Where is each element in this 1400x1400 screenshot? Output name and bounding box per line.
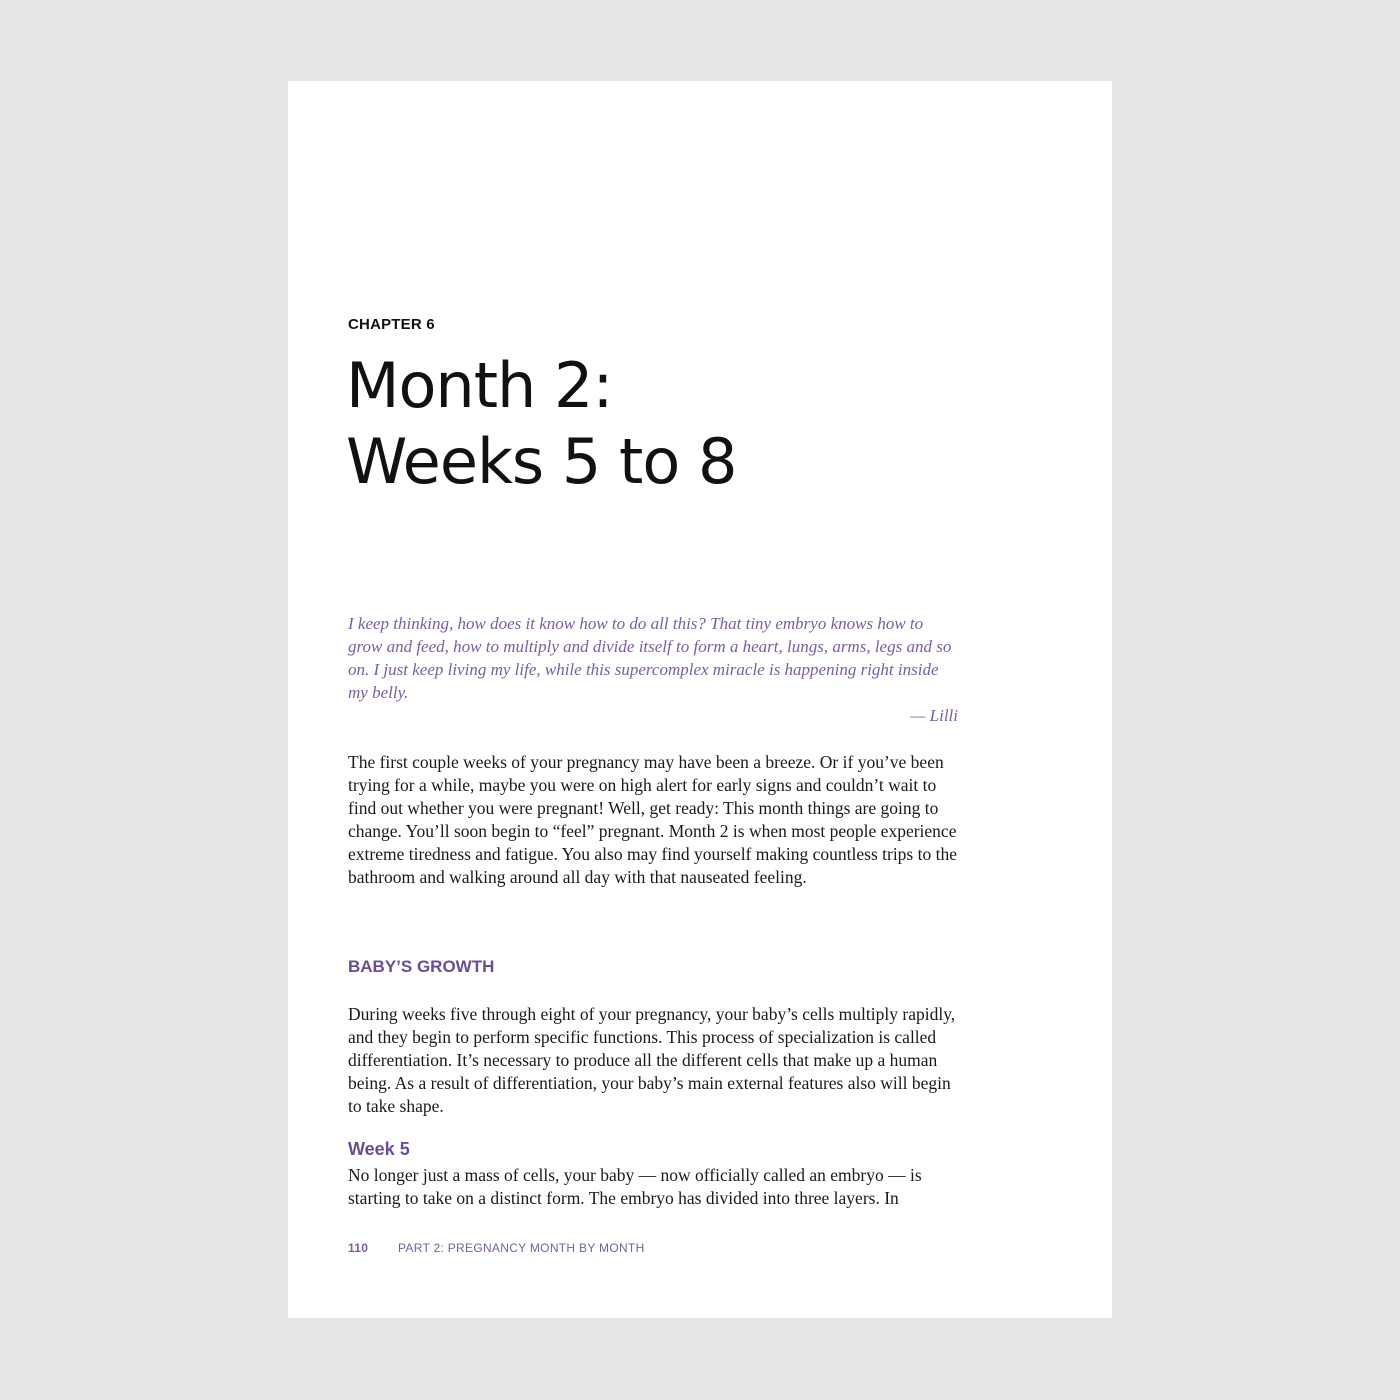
chapter-title-line-1: Month 2: [346, 349, 613, 422]
page-footer [348, 1241, 645, 1255]
running-footer-section: PART 2: PREGNANCY MONTH BY MONTH [398, 1241, 645, 1255]
chapter-label: CHAPTER 6 [348, 316, 435, 333]
book-page [288, 81, 1112, 1318]
section-heading-babys-growth: BABY’S GROWTH [348, 957, 495, 976]
subsection-heading-week-5: Week 5 [348, 1139, 410, 1159]
epigraph [348, 612, 960, 727]
chapter-title-line-2: Weeks 5 to 8 [346, 425, 737, 498]
week-5-paragraph: No longer just a mass of cells, your baby — now officially called an embryo — is starting to take on a distinct form. The embryo has divided into three layers. In [348, 1165, 922, 1208]
babys-growth-paragraph: During weeks five through eight of your pregnancy, your baby’s cells multiply rapidly, and they begin to perform specific functions. This process of specialization is called differentiation. It’s necessary to produce all the different cells that make up a human being. As a result of differentiation, your baby’s main external features also will begin to take shape. [348, 1004, 956, 1116]
page-number: 110 [348, 1241, 369, 1255]
chapter-title [346, 348, 736, 500]
intro-paragraph: The first couple weeks of your pregnancy may have been a breeze. Or if you’ve been trying for a while, maybe you were on high alert for early signs and couldn’t wait to find out whether you were pregnant! Well, get ready: This month things are going to change. You’ll soon begin to “feel” pregnant. Month 2 is when most people experience extreme tiredness and fatigue. You also may find yourself making countless trips to the bathroom and walking around all day with that nauseated feeling. [348, 752, 957, 887]
epigraph-attribution: — Lilli [910, 706, 958, 725]
epigraph-quote: I keep thinking, how does it know how to do all this? That tiny embryo knows how to grow and feed, how to multiply and divide itself to form a heart, lungs, arms, legs and so on. I just keep living my life, while this supercomplex miracle is happening right inside my belly. [348, 614, 952, 702]
